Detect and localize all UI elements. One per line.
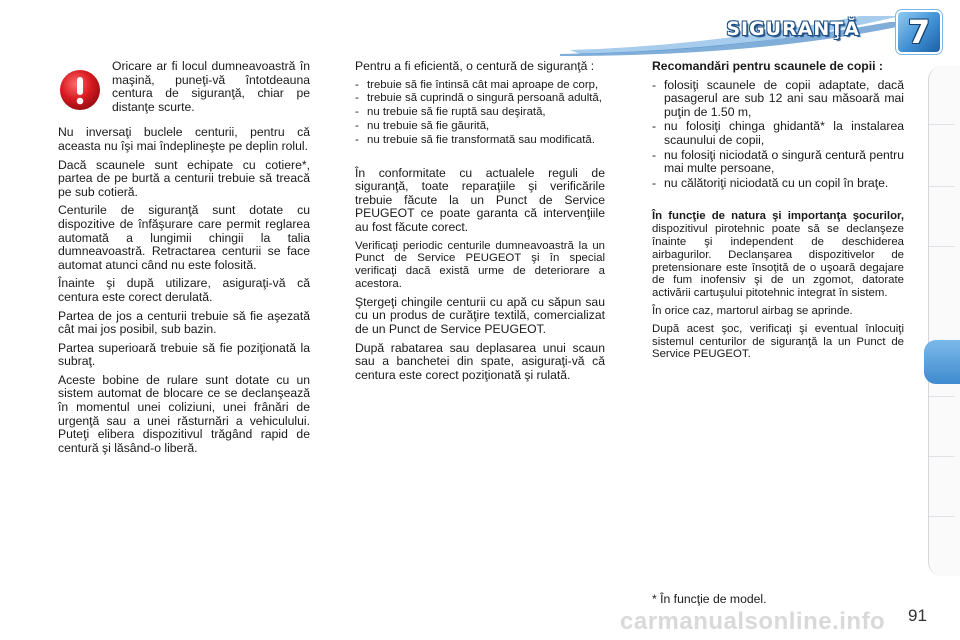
list-item: - nu trebuie să fie găurită, bbox=[355, 120, 605, 133]
tab-divider bbox=[929, 516, 955, 517]
chapter-number: 7 bbox=[907, 13, 931, 51]
list-item: - nu trebuie să fie transformată sau modificată. bbox=[355, 134, 605, 147]
footnote: * În funcţie de model. bbox=[652, 592, 767, 606]
tab-divider bbox=[929, 186, 955, 187]
chapter-title: SIGURANŢĂ bbox=[726, 18, 860, 40]
watermark: carmanualsonline.info bbox=[620, 608, 886, 635]
page-number: 91 bbox=[908, 606, 927, 625]
list-item: - nu trebuie să fie ruptă sau deşirată, bbox=[355, 106, 605, 119]
list-item: - nu călătoriţi niciodată cu un copil în braţe. bbox=[652, 177, 904, 191]
paragraph: După rabatarea sau deplasarea unui scaun sau a banchetei din spate, asiguraţi-vă că centura este corect poziţionată şi rulată. bbox=[355, 340, 605, 382]
warning-intro: Oricare ar fi locul dumneavoastră în maşină, puneţi-vă întotdeauna centura de siguranţă, chiar pe distanţe scurte. bbox=[112, 59, 310, 114]
paragraph: Dacă scaunele sunt echipate cu cotiere*, partea de pe burtă a centurii trebuie să treacă pe sub cotieră. bbox=[58, 157, 310, 199]
chapter-tabs bbox=[928, 66, 960, 576]
section-heading: Recomandări pentru scaunele de copii : bbox=[652, 59, 883, 73]
spacer bbox=[355, 155, 605, 167]
list-item: - trebuie să fie întinsă cât mai aproape de corp, bbox=[355, 79, 605, 92]
tab-divider bbox=[929, 124, 955, 125]
column-2 bbox=[355, 60, 605, 387]
tab-divider bbox=[929, 246, 955, 247]
spacer bbox=[652, 198, 904, 210]
chapter-badge bbox=[898, 12, 940, 52]
paragraph: Înainte şi după utilizare, asiguraţi-vă că centura este corect derulată. bbox=[58, 276, 310, 304]
tab-divider bbox=[929, 456, 955, 457]
paragraph: Aceste bobine de rulare sunt dotate cu un sistem automat de blocare ce se declanşează în momentul unei coliziuni, unei frânări de urgenţă sau a unei răsturnări a vehiculului. Puteţi elibera dispozitivul trăgând rapid de centură şi lăsând-o liberă. bbox=[58, 372, 310, 455]
paragraph: Centurile de siguranţă sunt dotate cu dispozitive de înfăşurare care permit reglarea automată a lungimii chingii la talia dumneavoastră. Retractarea centurii se face automat atunci când nu este folosită. bbox=[58, 203, 310, 272]
paragraph-rest: dispozitivul pirotehnic poate să se declanşeze înainte şi independent de deschiderea airbagurilor. Declanşarea dispozitivelor de pretensionare este însoţită de o uşoară degajare de fum inofensiv şi de un zgomot, datorate activării cartuşului pitotehnic integrat în sistem. bbox=[652, 223, 904, 300]
paragraph: Nu inversaţi buclele centurii, pentru că aceasta nu îşi mai îndeplineşte pe deplin rolul. bbox=[58, 125, 310, 153]
paragraph: Partea de jos a centurii trebuie să fie aşezată cât mai jos posibil, sub bazin. bbox=[58, 308, 310, 337]
paragraph: După acest şoc, verificaţi şi eventual înlocuiţi sistemul centurilor de siguranţă la un Punct de Service PEUGEOT. bbox=[652, 322, 904, 361]
child-seat-recommendations-list bbox=[652, 79, 904, 191]
list-item: - nu folosiţi chinga ghidantă* la instalarea scaunului de copii, bbox=[652, 120, 904, 147]
tab-divider bbox=[929, 396, 955, 397]
paragraph: Ştergeţi chingile centurii cu apă cu săpun sau cu un produs de curăţire textilă, comercializat de un Punct de Service PEUGEOT. bbox=[355, 294, 605, 336]
list-item: - nu folosiţi niciodată o singură centură pentru mai multe persoane, bbox=[652, 149, 904, 176]
paragraph: În orice caz, martorul airbag se aprinde. bbox=[652, 304, 853, 317]
paragraph: Pentru a fi eficientă, o centură de siguranţă : bbox=[355, 59, 595, 73]
list-item: - folosiţi scaunele de copii adaptate, dacă pasagerul are sub 12 ani sau măsoară mai puţin de 1.50 m, bbox=[652, 79, 904, 120]
bold-lead: În funcţie de natura şi importanţa şocurilor, bbox=[652, 210, 904, 223]
column-1 bbox=[58, 60, 310, 460]
list-item: - trebuie să cuprindă o singură persoană adultă, bbox=[355, 92, 605, 105]
tab-active-chapter[interactable] bbox=[924, 340, 960, 384]
paragraph bbox=[652, 210, 904, 300]
paragraph: Partea superioară trebuie să fie poziţionată la subraţ. bbox=[58, 340, 310, 369]
column-3 bbox=[652, 60, 904, 366]
paragraph: Verificaţi periodic centurile dumneavoastră la un Punct de Service PEUGEOT şi în special verificaţi dacă există urme de deteriorare a acestora. bbox=[355, 239, 605, 290]
seatbelt-requirements-list bbox=[355, 79, 605, 147]
paragraph: În conformitate cu actualele reguli de siguranţă, toate reparaţiile şi verificările trebuie făcute la un Punct de Service PEUGEOT ce poate garanta că intervenţiile au fost făcute corect. bbox=[355, 165, 605, 234]
